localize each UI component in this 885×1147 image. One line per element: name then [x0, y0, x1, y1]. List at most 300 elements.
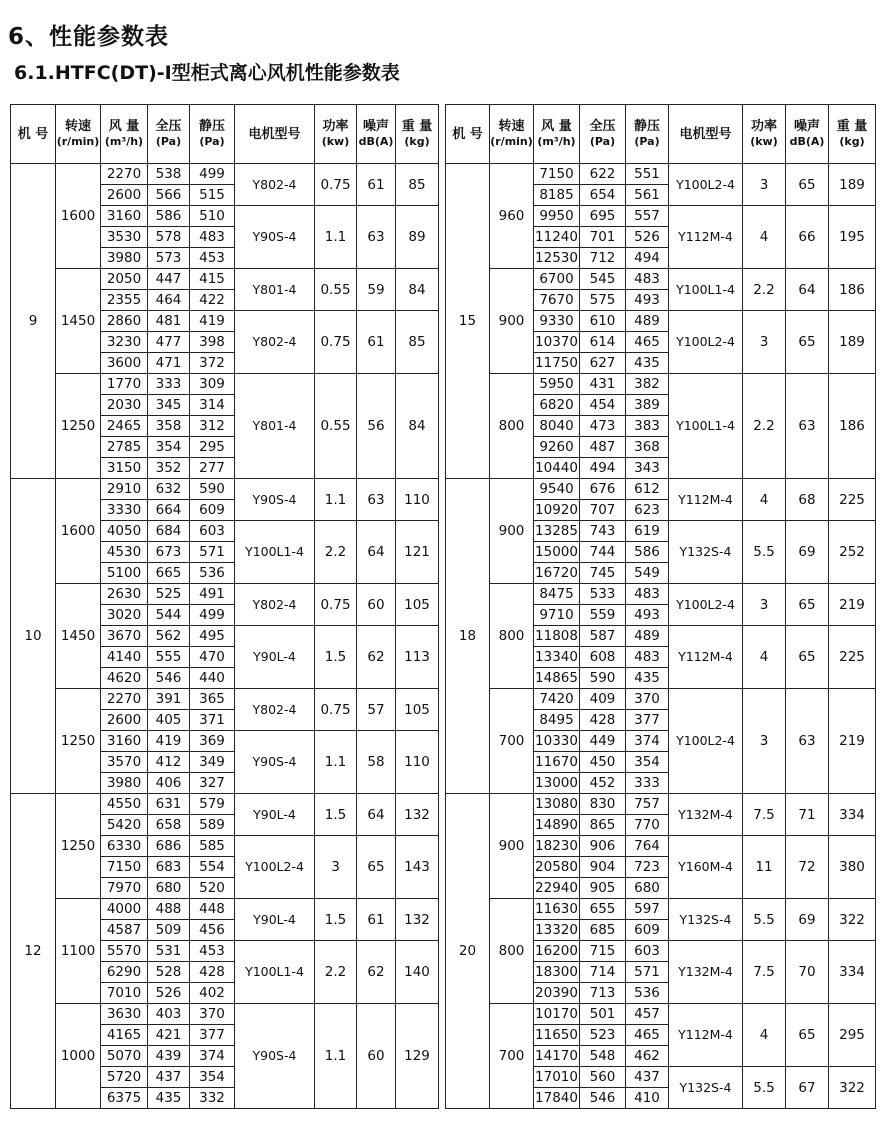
weight-cell: 84 — [396, 374, 439, 479]
total-pressure-cell: 538 — [148, 164, 190, 185]
header-label: 机 号 — [452, 126, 483, 142]
header-unit: (kw) — [321, 135, 350, 148]
power-cell: 3 — [743, 689, 786, 794]
noise-cell: 69 — [786, 899, 829, 941]
weight-cell: 113 — [396, 626, 439, 689]
static-pressure-cell: 603 — [190, 521, 235, 542]
static-pressure-cell: 515 — [190, 185, 235, 206]
motor-model-cell: Y100L1-4 — [669, 269, 743, 311]
weight-cell: 140 — [396, 941, 439, 1004]
power-cell: 0.55 — [315, 269, 357, 311]
total-pressure-cell: 683 — [148, 857, 190, 878]
total-pressure-cell: 712 — [580, 248, 626, 269]
header-label: 噪声 — [362, 119, 389, 134]
total-pressure-cell: 345 — [148, 395, 190, 416]
table-row — [446, 689, 876, 710]
total-pressure-cell: 523 — [580, 1025, 626, 1046]
static-pressure-cell: 371 — [190, 710, 235, 731]
total-pressure-cell: 695 — [580, 206, 626, 227]
motor-model-cell: Y100L1-4 — [669, 374, 743, 479]
machine-header — [446, 105, 490, 164]
airflow-cell: 15000 — [534, 542, 580, 563]
motor-model-cell: Y90S-4 — [235, 1004, 315, 1109]
airflow-cell: 6330 — [101, 836, 148, 857]
static-pressure-cell: 623 — [626, 500, 669, 521]
noise-cell: 65 — [786, 164, 829, 206]
static-pressure-cell: 561 — [626, 185, 669, 206]
power-cell: 5.5 — [743, 1067, 786, 1109]
total-pressure-cell: 437 — [148, 1067, 190, 1088]
static-pressure-cell: 493 — [626, 605, 669, 626]
section-title: 6、性能参数表 — [8, 24, 170, 50]
static-pressure-cell: 349 — [190, 752, 235, 773]
noise-cell: 65 — [786, 1004, 829, 1067]
static-pressure-cell: 536 — [626, 983, 669, 1004]
noise-cell: 65 — [357, 836, 396, 899]
power-cell: 1.5 — [315, 794, 357, 836]
motor-model-cell: Y132S-4 — [669, 1067, 743, 1109]
static-pressure-cell: 312 — [190, 416, 235, 437]
motor-model-cell: Y90S-4 — [235, 206, 315, 269]
static-pressure-cell: 586 — [626, 542, 669, 563]
total-pressure-cell: 865 — [580, 815, 626, 836]
airflow-cell: 16720 — [534, 563, 580, 584]
noise-cell: 64 — [786, 269, 829, 311]
machine-number-cell: 10 — [11, 479, 56, 794]
total-pressure-cell: 573 — [148, 248, 190, 269]
static-pressure-cell: 398 — [190, 332, 235, 353]
airflow-cell: 13080 — [534, 794, 580, 815]
static-pressure-cell: 603 — [626, 941, 669, 962]
airflow-cell: 6820 — [534, 395, 580, 416]
static-pressure-cell: 590 — [190, 479, 235, 500]
weight-cell: 225 — [829, 626, 876, 689]
power-header — [315, 105, 357, 164]
airflow-cell: 13285 — [534, 521, 580, 542]
noise-cell: 60 — [357, 584, 396, 626]
airflow-cell: 18230 — [534, 836, 580, 857]
header-unit: (r/min) — [490, 135, 533, 148]
weight-cell: 334 — [829, 941, 876, 1004]
airflow-cell: 10370 — [534, 332, 580, 353]
total-pressure-cell: 701 — [580, 227, 626, 248]
weight-cell: 105 — [396, 689, 439, 731]
total-pressure-cell: 546 — [580, 1088, 626, 1109]
weight-cell: 105 — [396, 584, 439, 626]
total-pressure-cell: 905 — [580, 878, 626, 899]
noise-cell: 63 — [786, 689, 829, 794]
machine-number-cell: 15 — [446, 164, 490, 479]
header-unit: (m³/h) — [104, 135, 144, 148]
total-pressure-cell: 528 — [148, 962, 190, 983]
total-pressure-cell: 545 — [580, 269, 626, 290]
airflow-cell: 5070 — [101, 1046, 148, 1067]
noise-cell: 72 — [786, 836, 829, 899]
total-pressure-cell: 686 — [148, 836, 190, 857]
static-pressure-cell: 402 — [190, 983, 235, 1004]
static-pressure-cell: 551 — [626, 164, 669, 185]
total-pressure-cell: 473 — [580, 416, 626, 437]
speed-header — [56, 105, 101, 164]
airflow-cell: 6700 — [534, 269, 580, 290]
machine-header — [11, 105, 56, 164]
airflow-cell: 3630 — [101, 1004, 148, 1025]
static-pressure-cell: 494 — [626, 248, 669, 269]
airflow-cell: 7010 — [101, 983, 148, 1004]
static-pressure-cell: 453 — [190, 941, 235, 962]
total-pressure-cell: 452 — [580, 773, 626, 794]
speed-cell: 1600 — [56, 479, 101, 584]
total-pressure-cell: 487 — [580, 437, 626, 458]
motor-model-cell: Y100L2-4 — [235, 836, 315, 899]
total-pressure-cell: 431 — [580, 374, 626, 395]
total-pressure-cell: 608 — [580, 647, 626, 668]
total-pressure-cell: 409 — [580, 689, 626, 710]
total-pressure-cell: 533 — [580, 584, 626, 605]
header-label: 电机型号 — [679, 126, 732, 142]
table-row — [446, 1004, 876, 1025]
total-pressure-cell: 707 — [580, 500, 626, 521]
power-cell: 2.2 — [743, 269, 786, 311]
airflow-cell: 5950 — [534, 374, 580, 395]
total-pressure-cell: 676 — [580, 479, 626, 500]
airflow-cell: 4550 — [101, 794, 148, 815]
total-pressure-cell: 421 — [148, 1025, 190, 1046]
airflow-cell: 14170 — [534, 1046, 580, 1067]
static-pressure-cell: 415 — [190, 269, 235, 290]
airflow-cell: 6290 — [101, 962, 148, 983]
table-row — [11, 899, 439, 920]
machine-number-cell: 18 — [446, 479, 490, 794]
total-pressure-header — [148, 105, 190, 164]
power-cell: 1.1 — [315, 479, 357, 521]
static-pressure-cell: 437 — [626, 1067, 669, 1088]
airflow-cell: 5720 — [101, 1067, 148, 1088]
speed-cell: 700 — [490, 689, 534, 794]
total-pressure-cell: 428 — [580, 710, 626, 731]
speed-cell: 1450 — [56, 269, 101, 374]
motor-model-cell: Y100L2-4 — [669, 689, 743, 794]
airflow-cell: 9260 — [534, 437, 580, 458]
total-pressure-cell: 622 — [580, 164, 626, 185]
power-cell: 2.2 — [315, 941, 357, 1004]
power-cell: 0.55 — [315, 374, 357, 479]
power-cell: 11 — [743, 836, 786, 899]
total-pressure-cell: 566 — [148, 185, 190, 206]
airflow-cell: 9710 — [534, 605, 580, 626]
machine-number-cell: 12 — [11, 794, 56, 1109]
noise-header — [786, 105, 829, 164]
total-pressure-cell: 578 — [148, 227, 190, 248]
motor-model-cell: Y801-4 — [235, 269, 315, 311]
motor-model-cell: Y112M-4 — [669, 479, 743, 521]
motor-model-cell: Y802-4 — [235, 584, 315, 626]
static-pressure-cell: 369 — [190, 731, 235, 752]
noise-cell: 66 — [786, 206, 829, 269]
motor-model-cell: Y100L2-4 — [669, 164, 743, 206]
power-cell: 1.1 — [315, 206, 357, 269]
total-pressure-cell: 587 — [580, 626, 626, 647]
header-label: 风 量 — [541, 119, 572, 134]
weight-cell: 219 — [829, 584, 876, 626]
noise-cell: 61 — [357, 899, 396, 941]
static-pressure-cell: 368 — [626, 437, 669, 458]
noise-cell: 64 — [357, 521, 396, 584]
motor-model-cell: Y90L-4 — [235, 899, 315, 941]
total-pressure-cell: 447 — [148, 269, 190, 290]
static-pressure-cell: 365 — [190, 689, 235, 710]
weight-cell: 322 — [829, 1067, 876, 1109]
static-pressure-cell: 579 — [190, 794, 235, 815]
header-unit: (Pa) — [589, 135, 616, 148]
static-pressure-cell: 510 — [190, 206, 235, 227]
airflow-cell: 3150 — [101, 458, 148, 479]
speed-cell: 1450 — [56, 584, 101, 689]
weight-cell: 186 — [829, 374, 876, 479]
power-cell: 4 — [743, 1004, 786, 1067]
total-pressure-cell: 631 — [148, 794, 190, 815]
airflow-cell: 22940 — [534, 878, 580, 899]
airflow-cell: 10330 — [534, 731, 580, 752]
total-pressure-cell: 562 — [148, 626, 190, 647]
total-pressure-cell: 745 — [580, 563, 626, 584]
header-unit: (kg) — [839, 135, 865, 148]
airflow-cell: 4165 — [101, 1025, 148, 1046]
static-pressure-cell: 585 — [190, 836, 235, 857]
airflow-cell: 7150 — [534, 164, 580, 185]
weight-cell: 189 — [829, 311, 876, 374]
static-pressure-cell: 374 — [190, 1046, 235, 1067]
static-pressure-cell: 370 — [626, 689, 669, 710]
total-pressure-cell: 904 — [580, 857, 626, 878]
weight-cell: 110 — [396, 479, 439, 521]
motor-model-cell: Y112M-4 — [669, 626, 743, 689]
power-cell: 0.75 — [315, 584, 357, 626]
airflow-cell: 3160 — [101, 206, 148, 227]
total-pressure-cell: 654 — [580, 185, 626, 206]
header-label: 噪声 — [793, 119, 820, 134]
airflow-cell: 2270 — [101, 689, 148, 710]
static-pressure-cell: 549 — [626, 563, 669, 584]
performance-table-right — [445, 104, 876, 1109]
airflow-cell: 2050 — [101, 269, 148, 290]
static-pressure-cell: 374 — [626, 731, 669, 752]
total-pressure-cell: 632 — [148, 479, 190, 500]
total-pressure-cell: 658 — [148, 815, 190, 836]
airflow-cell: 10440 — [534, 458, 580, 479]
table-row — [446, 479, 876, 500]
total-pressure-cell: 713 — [580, 983, 626, 1004]
static-pressure-cell: 377 — [190, 1025, 235, 1046]
airflow-cell: 4530 — [101, 542, 148, 563]
table-title: 6.1.HTFC(DT)-I型柜式离心风机性能参数表 — [14, 62, 400, 84]
noise-cell: 62 — [357, 941, 396, 1004]
airflow-cell: 16200 — [534, 941, 580, 962]
total-pressure-cell: 477 — [148, 332, 190, 353]
total-pressure-cell: 548 — [580, 1046, 626, 1067]
airflow-cell: 3670 — [101, 626, 148, 647]
power-cell: 4 — [743, 479, 786, 521]
static-pressure-cell: 499 — [190, 605, 235, 626]
table-row — [446, 269, 876, 290]
total-pressure-cell: 575 — [580, 290, 626, 311]
speed-cell: 1250 — [56, 689, 101, 794]
noise-cell: 60 — [357, 1004, 396, 1109]
noise-cell: 61 — [357, 164, 396, 206]
motor-model-cell: Y90S-4 — [235, 731, 315, 794]
power-cell: 3 — [743, 164, 786, 206]
total-pressure-cell: 665 — [148, 563, 190, 584]
airflow-cell: 17840 — [534, 1088, 580, 1109]
header-label: 静压 — [198, 119, 225, 134]
noise-cell: 63 — [357, 206, 396, 269]
airflow-cell: 3530 — [101, 227, 148, 248]
motor-model-cell: Y132M-4 — [669, 941, 743, 1004]
power-cell: 0.75 — [315, 311, 357, 374]
static-pressure-cell: 495 — [190, 626, 235, 647]
header-unit: (Pa) — [199, 135, 225, 148]
power-cell: 4 — [743, 206, 786, 269]
total-pressure-cell: 405 — [148, 710, 190, 731]
power-cell: 1.1 — [315, 1004, 357, 1109]
motor-model-cell: Y90L-4 — [235, 626, 315, 689]
static-pressure-cell: 354 — [626, 752, 669, 773]
total-pressure-cell: 531 — [148, 941, 190, 962]
power-cell: 1.1 — [315, 731, 357, 794]
speed-cell: 900 — [490, 479, 534, 584]
motor-model-cell: Y132S-4 — [669, 899, 743, 941]
table-row — [11, 689, 439, 710]
noise-header — [357, 105, 396, 164]
airflow-cell: 3330 — [101, 500, 148, 521]
airflow-cell: 10920 — [534, 500, 580, 521]
static-pressure-cell: 764 — [626, 836, 669, 857]
static-pressure-cell: 372 — [190, 353, 235, 374]
airflow-cell: 17010 — [534, 1067, 580, 1088]
motor-model-cell: Y801-4 — [235, 374, 315, 479]
airflow-cell: 11808 — [534, 626, 580, 647]
static-pressure-cell: 314 — [190, 395, 235, 416]
airflow-cell: 4620 — [101, 668, 148, 689]
header-row — [11, 105, 439, 164]
motor-model-cell: Y100L2-4 — [669, 311, 743, 374]
static-pressure-cell: 483 — [190, 227, 235, 248]
speed-cell: 700 — [490, 1004, 534, 1109]
machine-number-cell: 9 — [11, 164, 56, 479]
table-row — [11, 374, 439, 395]
airflow-cell: 13320 — [534, 920, 580, 941]
header-unit: dB(A) — [789, 135, 825, 148]
total-pressure-cell: 673 — [148, 542, 190, 563]
total-pressure-cell: 352 — [148, 458, 190, 479]
power-cell: 1.5 — [315, 899, 357, 941]
airflow-cell: 3600 — [101, 353, 148, 374]
table-row — [11, 479, 439, 500]
static-pressure-cell: 483 — [626, 584, 669, 605]
weight-cell: 380 — [829, 836, 876, 899]
static-pressure-cell: 448 — [190, 899, 235, 920]
header-label: 机 号 — [17, 126, 49, 142]
airflow-cell: 10170 — [534, 1004, 580, 1025]
static-pressure-cell: 757 — [626, 794, 669, 815]
airflow-cell: 7420 — [534, 689, 580, 710]
noise-cell: 57 — [357, 689, 396, 731]
power-cell: 0.75 — [315, 164, 357, 206]
static-pressure-cell: 489 — [626, 311, 669, 332]
weight-cell: 186 — [829, 269, 876, 311]
static-pressure-cell: 526 — [626, 227, 669, 248]
static-pressure-cell: 609 — [190, 500, 235, 521]
weight-cell: 110 — [396, 731, 439, 794]
header-label: 重 量 — [836, 119, 868, 134]
motor-model-cell: Y160M-4 — [669, 836, 743, 899]
total-pressure-cell: 391 — [148, 689, 190, 710]
static-pressure-cell: 465 — [626, 332, 669, 353]
weight-cell: 89 — [396, 206, 439, 269]
airflow-cell: 6375 — [101, 1088, 148, 1109]
table-row — [446, 794, 876, 815]
weight-cell: 225 — [829, 479, 876, 521]
header-label: 风 量 — [108, 119, 140, 134]
motor-model-cell: Y90S-4 — [235, 479, 315, 521]
static-pressure-cell: 571 — [190, 542, 235, 563]
airflow-header — [534, 105, 580, 164]
static-pressure-cell: 612 — [626, 479, 669, 500]
total-pressure-cell: 509 — [148, 920, 190, 941]
weight-header — [396, 105, 439, 164]
airflow-cell: 2600 — [101, 710, 148, 731]
motor-model-cell: Y802-4 — [235, 311, 315, 374]
static-pressure-cell: 489 — [626, 626, 669, 647]
motor-model-cell: Y100L2-4 — [669, 584, 743, 626]
airflow-cell: 14890 — [534, 815, 580, 836]
airflow-cell: 11630 — [534, 899, 580, 920]
noise-cell: 70 — [786, 941, 829, 1004]
total-pressure-cell: 403 — [148, 1004, 190, 1025]
airflow-cell: 2630 — [101, 584, 148, 605]
total-pressure-cell: 684 — [148, 521, 190, 542]
total-pressure-header — [580, 105, 626, 164]
airflow-cell: 9330 — [534, 311, 580, 332]
header-label: 功率 — [750, 119, 777, 134]
table-row — [446, 374, 876, 395]
static-pressure-cell: 327 — [190, 773, 235, 794]
performance-table-left — [10, 104, 439, 1109]
weight-cell: 143 — [396, 836, 439, 899]
power-header — [743, 105, 786, 164]
motor-model-cell: Y132S-4 — [669, 521, 743, 584]
total-pressure-cell: 412 — [148, 752, 190, 773]
table-row — [11, 269, 439, 290]
noise-cell: 62 — [357, 626, 396, 689]
static-pressure-cell: 333 — [626, 773, 669, 794]
motor-model-cell: Y112M-4 — [669, 206, 743, 269]
weight-cell: 132 — [396, 794, 439, 836]
total-pressure-cell: 494 — [580, 458, 626, 479]
airflow-cell: 5570 — [101, 941, 148, 962]
static-pressure-cell: 389 — [626, 395, 669, 416]
total-pressure-cell: 454 — [580, 395, 626, 416]
header-unit: (kg) — [404, 135, 430, 148]
total-pressure-cell: 544 — [148, 605, 190, 626]
weight-cell: 252 — [829, 521, 876, 584]
total-pressure-cell: 419 — [148, 731, 190, 752]
noise-cell: 71 — [786, 794, 829, 836]
machine-number-cell: 20 — [446, 794, 490, 1109]
airflow-cell: 18300 — [534, 962, 580, 983]
static-pressure-cell: 435 — [626, 353, 669, 374]
airflow-cell: 2910 — [101, 479, 148, 500]
